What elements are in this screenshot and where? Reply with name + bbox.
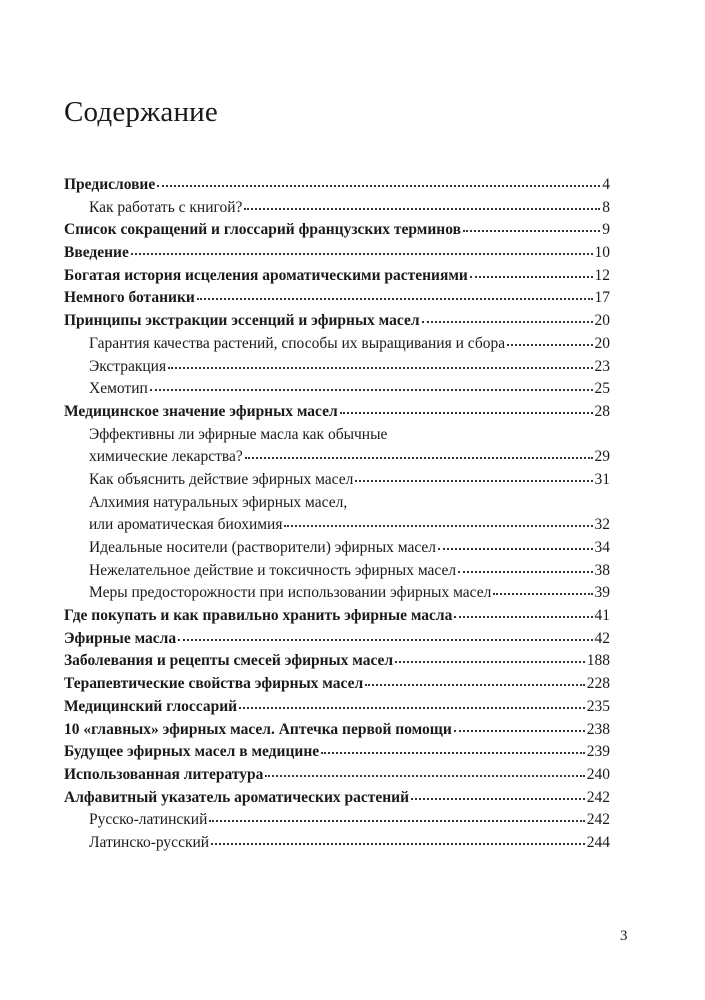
- dot-leader: [438, 548, 592, 550]
- toc-entry: [64, 401, 610, 424]
- toc-entry-title: Богатая история исцеления ароматическими растениями: [64, 266, 468, 284]
- dot-leader: [493, 593, 592, 595]
- toc-entry-page: 4: [602, 176, 610, 193]
- toc-entry: [64, 287, 610, 310]
- toc-entry-page: 9: [602, 221, 610, 239]
- toc-entry-title: Нежелательное действие и токсичность эфирных масел: [89, 561, 457, 579]
- toc-entry-title: Идеальные носители (растворители) эфирных масел: [89, 539, 437, 556]
- toc-entry: [64, 650, 610, 673]
- toc-entry-title: Введение: [64, 244, 129, 262]
- dot-leader: [340, 412, 593, 414]
- dot-leader: [239, 707, 585, 709]
- dot-leader: [355, 480, 592, 482]
- toc-entry-page: 242: [586, 811, 610, 829]
- dot-leader: [411, 798, 585, 800]
- toc-entry: [64, 356, 610, 379]
- toc-entry-page: 42: [594, 629, 610, 647]
- toc-entry-page: 8: [602, 198, 610, 216]
- dot-leader: [507, 344, 592, 346]
- dot-leader: [131, 253, 593, 255]
- toc-entry-page: 39: [594, 584, 610, 602]
- toc-entry: [64, 537, 610, 560]
- toc-entry: [64, 492, 610, 515]
- toc-entry: [64, 197, 610, 220]
- dot-leader: [168, 367, 592, 369]
- dot-leader: [470, 276, 593, 278]
- toc-entry-page: 38: [594, 561, 610, 579]
- toc-entry: [64, 628, 610, 651]
- toc-entry-page: 244: [586, 833, 610, 851]
- dot-leader: [454, 616, 592, 618]
- dot-leader: [454, 730, 585, 732]
- dot-leader: [197, 298, 593, 300]
- toc-entry-page: 31: [594, 470, 610, 488]
- toc-entry-title: Экстракция: [89, 357, 167, 375]
- toc-entry: [64, 265, 610, 288]
- toc-entry-title: Медицинский глоссарий: [64, 697, 238, 715]
- toc-entry-page: 32: [594, 516, 610, 534]
- dot-leader: [422, 321, 593, 323]
- toc-entry-title: Русско-латинский: [89, 811, 208, 829]
- toc-entry: [64, 446, 610, 469]
- toc-entry: [64, 378, 610, 401]
- toc-entry-title: Использованная литература: [64, 765, 264, 783]
- toc-entry-title: Гарантия качества растений, способы их выращивания и сбора: [89, 334, 506, 352]
- toc-entry-page: 20: [594, 312, 610, 330]
- toc-entry: [64, 764, 610, 787]
- toc-entry-page: 25: [594, 380, 610, 398]
- toc-entry-title: Где покупать и как правильно хранить эфирные масла: [64, 607, 453, 625]
- toc-entry-page: 239: [586, 743, 610, 761]
- dot-leader: [157, 185, 600, 187]
- toc-entry: [64, 514, 610, 537]
- toc-entry: [64, 424, 610, 447]
- toc-entry-page: 188: [586, 652, 610, 670]
- toc-entry-title: Список сокращений и глоссарий французских терминов: [64, 221, 461, 239]
- toc-entry-page: 235: [586, 697, 610, 715]
- toc-entry: [64, 787, 610, 810]
- toc-entry-title: химические лекарства?: [89, 448, 243, 466]
- toc-entry-title: Как объяснить действие эфирных масел: [89, 470, 354, 488]
- dot-leader: [209, 820, 584, 822]
- toc-entry-page: 238: [586, 720, 610, 738]
- toc-entry: [64, 560, 610, 583]
- toc-entry-page: 41: [594, 607, 610, 625]
- toc-entry: [64, 809, 610, 832]
- toc-entry: [64, 719, 610, 742]
- toc-entry-title: Немного ботаники: [64, 289, 195, 307]
- toc-entry-page: 20: [594, 334, 610, 352]
- dot-leader: [150, 389, 593, 391]
- toc-entry: [64, 673, 610, 696]
- dot-leader: [463, 230, 600, 232]
- toc-entry-page: 29: [594, 448, 610, 466]
- toc-entry: [64, 310, 610, 333]
- toc-entry-title: Будущее эфирных масел в медицине: [64, 743, 320, 761]
- toc-entry-title: Эффективны ли эфирные масла как обычные: [89, 425, 388, 443]
- dot-leader: [458, 571, 592, 573]
- page-number: 3: [620, 928, 628, 944]
- toc-entry-page: 242: [586, 788, 610, 806]
- page-title: Содержание: [64, 96, 218, 128]
- toc-entry-title: Предисловие: [64, 176, 156, 193]
- toc-entry-page: 240: [586, 765, 610, 783]
- toc-entry-page: 28: [594, 402, 610, 420]
- toc-entry-page: 34: [594, 539, 610, 556]
- toc-entry-title: Хемотип: [89, 380, 148, 398]
- toc-entry: [64, 333, 610, 356]
- dot-leader: [365, 684, 585, 686]
- dot-leader: [211, 843, 585, 845]
- toc-entry: [64, 832, 610, 855]
- dot-leader: [321, 752, 585, 754]
- toc-entry-title: Меры предосторожности при использовании эфирных масел: [89, 584, 492, 602]
- toc-entry-title: Эфирные масла: [64, 629, 177, 647]
- toc-entry-title: 10 «главных» эфирных масел. Аптечка первой помощи: [64, 720, 452, 738]
- toc-entry: [64, 219, 610, 242]
- toc-entry: [64, 696, 610, 719]
- toc-entry-title: Как работать с книгой?: [89, 198, 243, 216]
- toc-entry-title: Медицинское значение эфирных масел: [64, 402, 338, 420]
- dot-leader: [178, 639, 592, 641]
- toc-entry: [64, 741, 610, 764]
- toc-entry: [64, 242, 610, 265]
- dot-leader: [284, 525, 592, 527]
- toc-entry-title: Алхимия натуральных эфирных масел,: [89, 493, 348, 511]
- toc-entry-page: 17: [594, 289, 610, 307]
- toc-entry: [64, 605, 610, 628]
- table-of-contents: [64, 174, 610, 855]
- toc-entry: [64, 174, 610, 197]
- toc-entry: [64, 469, 610, 492]
- dot-leader: [245, 457, 593, 459]
- toc-entry-title: или ароматическая биохимия: [89, 516, 283, 534]
- toc-entry-title: Латинско-русский: [89, 833, 210, 851]
- toc-entry-title: Принципы экстракции эссенций и эфирных масел: [64, 312, 420, 330]
- toc-entry-title: Алфавитный указатель ароматических растений: [64, 788, 410, 806]
- toc-entry-page: 23: [594, 357, 610, 375]
- toc-entry-title: Терапевтические свойства эфирных масел: [64, 675, 364, 693]
- toc-entry: [64, 582, 610, 605]
- dot-leader: [395, 661, 585, 663]
- dot-leader: [265, 775, 584, 777]
- toc-entry-page: 228: [586, 675, 610, 693]
- dot-leader: [244, 208, 600, 210]
- toc-entry-page: 12: [594, 266, 610, 284]
- toc-entry-page: 10: [594, 244, 610, 262]
- toc-entry-title: Заболевания и рецепты смесей эфирных масел: [64, 652, 394, 670]
